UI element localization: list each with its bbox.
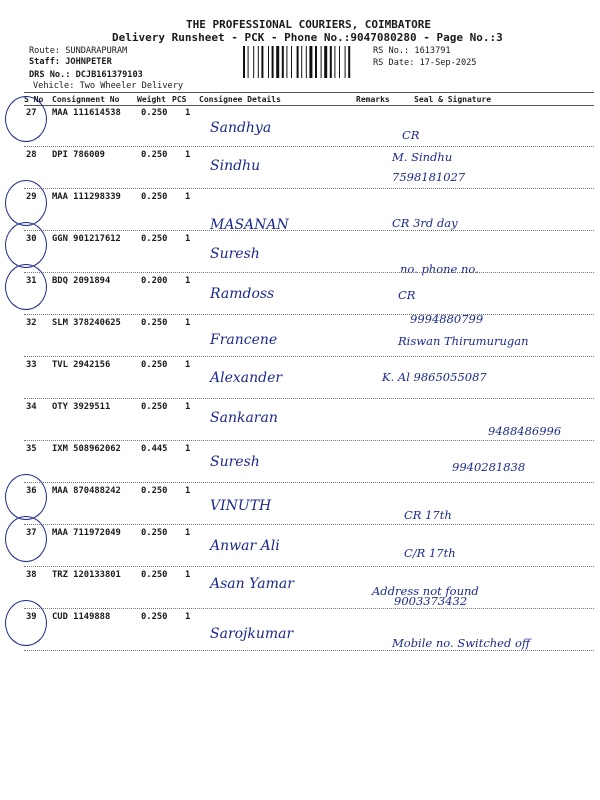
row-divider bbox=[24, 314, 594, 315]
header-bottom-rule bbox=[24, 105, 594, 106]
weight-value: 0.250 bbox=[141, 402, 168, 412]
pen-circle-mark bbox=[5, 264, 47, 310]
row-divider bbox=[24, 398, 594, 399]
consignment-number: MAA 870488242 bbox=[52, 486, 121, 496]
row-divider bbox=[24, 146, 594, 147]
signature-text: CR bbox=[398, 288, 416, 302]
signature-text: CR 17th bbox=[404, 508, 452, 522]
signature-text: CR 3rd day bbox=[392, 216, 458, 230]
staff-label: Staff: JOHNPETER bbox=[29, 57, 112, 67]
pieces-count: 1 bbox=[185, 276, 191, 286]
consignee-name: Alexander bbox=[210, 370, 283, 386]
signature-text: M. Sindhu bbox=[392, 150, 453, 164]
weight-value: 0.250 bbox=[141, 150, 168, 160]
barcode-bar bbox=[330, 46, 332, 78]
barcode-bar bbox=[253, 46, 254, 78]
serial-number: 39 bbox=[26, 612, 37, 622]
consignment-number: IXM 508962062 bbox=[52, 444, 121, 454]
serial-number: 35 bbox=[26, 444, 37, 454]
row-divider bbox=[24, 482, 594, 483]
row-divider bbox=[24, 188, 594, 189]
serial-number: 28 bbox=[26, 150, 37, 160]
weight-value: 0.250 bbox=[141, 360, 168, 370]
rs-date: RS Date: 17-Sep-2025 bbox=[373, 58, 477, 68]
col-consignment: Consignment No bbox=[52, 95, 120, 104]
pen-circle-mark bbox=[5, 474, 47, 520]
weight-value: 0.250 bbox=[141, 486, 168, 496]
row-divider bbox=[24, 524, 594, 525]
row-divider bbox=[24, 650, 594, 651]
weight-value: 0.250 bbox=[141, 108, 168, 118]
weight-value: 0.250 bbox=[141, 234, 168, 244]
barcode-bar bbox=[291, 46, 292, 78]
signature-text: C/R 17th bbox=[404, 546, 456, 560]
serial-number: 31 bbox=[26, 276, 37, 286]
barcode-bar bbox=[334, 46, 335, 78]
pen-circle-mark bbox=[5, 600, 47, 646]
barcode-bar bbox=[276, 46, 279, 78]
row-divider bbox=[24, 440, 594, 441]
barcode-bar bbox=[309, 46, 312, 78]
weight-value: 0.250 bbox=[141, 192, 168, 202]
weight-value: 0.250 bbox=[141, 612, 168, 622]
consignee-name: MASANAN bbox=[210, 217, 289, 233]
header-top-rule bbox=[24, 92, 594, 93]
serial-number: 37 bbox=[26, 528, 37, 538]
consignee-name: Francene bbox=[210, 332, 278, 348]
weight-value: 0.250 bbox=[141, 570, 168, 580]
weight-value: 0.445 bbox=[141, 444, 168, 454]
row-divider bbox=[24, 272, 594, 273]
consignee-name: Sarojkumar bbox=[210, 626, 294, 642]
signature-text: 9488486996 bbox=[488, 424, 562, 438]
pieces-count: 1 bbox=[185, 192, 191, 202]
serial-number: 33 bbox=[26, 360, 37, 370]
pieces-count: 1 bbox=[185, 360, 191, 370]
weight-value: 0.200 bbox=[141, 276, 168, 286]
consignment-number: CUD 1149888 bbox=[52, 612, 111, 622]
pen-circle-mark bbox=[5, 180, 47, 226]
col-consignee: Consignee Details bbox=[199, 95, 281, 104]
signature-subtext: 9003373432 bbox=[394, 594, 468, 608]
signature-subtext: Riswan Thirumurugan bbox=[398, 334, 529, 348]
pieces-count: 1 bbox=[185, 150, 191, 160]
consignment-number: TRZ 120133801 bbox=[52, 570, 121, 580]
signature-text: no. phone no. bbox=[400, 262, 479, 276]
serial-number: 36 bbox=[26, 486, 37, 496]
barcode-bar bbox=[286, 46, 287, 78]
barcode-bar bbox=[261, 46, 263, 78]
signature-text: K. Al 9865055087 bbox=[382, 370, 487, 384]
row-divider bbox=[24, 608, 594, 609]
pieces-count: 1 bbox=[185, 486, 191, 496]
consignee-name: Sandhya bbox=[210, 120, 272, 136]
consignment-number: SLM 378240625 bbox=[52, 318, 121, 328]
barcode-bar bbox=[306, 46, 307, 78]
serial-number: 32 bbox=[26, 318, 37, 328]
consignee-name: Suresh bbox=[210, 246, 260, 262]
consignment-number: BDQ 2091894 bbox=[52, 276, 111, 286]
rs-number: RS No.: 1613791 bbox=[373, 46, 451, 56]
pieces-count: 1 bbox=[185, 108, 191, 118]
signature-text: 9994880799 bbox=[410, 312, 484, 326]
pieces-count: 1 bbox=[185, 570, 191, 580]
consignment-number: OTY 3929511 bbox=[52, 402, 111, 412]
barcode-bar bbox=[339, 46, 340, 78]
col-sno: S No bbox=[24, 95, 44, 104]
route-label: Route: SUNDARAPURAM bbox=[29, 46, 128, 56]
consignee-name: Suresh bbox=[210, 454, 260, 470]
consignee-name: VINUTH bbox=[210, 498, 272, 514]
barcode-bar bbox=[282, 46, 284, 78]
pieces-count: 1 bbox=[185, 528, 191, 538]
barcode-bar bbox=[258, 46, 259, 78]
col-remarks: Remarks bbox=[356, 95, 390, 104]
barcode-bar bbox=[348, 46, 350, 78]
consignment-number: TVL 2942156 bbox=[52, 360, 111, 370]
barcode-bar bbox=[243, 46, 245, 78]
serial-number: 27 bbox=[26, 108, 37, 118]
barcode-bar bbox=[297, 46, 299, 78]
col-weight: Weight bbox=[137, 95, 166, 104]
barcode-bar bbox=[248, 46, 249, 78]
weight-value: 0.250 bbox=[141, 318, 168, 328]
row-divider bbox=[24, 230, 594, 231]
weight-value: 0.250 bbox=[141, 528, 168, 538]
consignment-number: MAA 111298339 bbox=[52, 192, 121, 202]
drs-number: DRS No.: DCJB161379103 bbox=[29, 70, 143, 80]
barcode-bar bbox=[321, 46, 322, 78]
consignment-number: DPI 786009 bbox=[52, 150, 105, 160]
barcode-bar bbox=[315, 46, 317, 78]
company-title: THE PROFESSIONAL COURIERS, COIMBATORE bbox=[186, 18, 432, 31]
barcode-bar bbox=[324, 46, 327, 78]
pen-circle-mark bbox=[5, 516, 47, 562]
serial-number: 30 bbox=[26, 234, 37, 244]
pieces-count: 1 bbox=[185, 402, 191, 412]
consignment-number: GGN 901217612 bbox=[52, 234, 121, 244]
serial-number: 29 bbox=[26, 192, 37, 202]
consignee-name: Anwar Ali bbox=[210, 538, 280, 554]
pieces-count: 1 bbox=[185, 444, 191, 454]
runsheet-subtitle: Delivery Runsheet - PCK - Phone No.:9047080280 - Page No.:3 bbox=[112, 31, 503, 44]
pen-circle-mark bbox=[5, 96, 47, 142]
consignee-name: Asan Yamar bbox=[210, 576, 294, 592]
consignment-number: MAA 111614538 bbox=[52, 108, 121, 118]
consignee-name: Sindhu bbox=[210, 158, 261, 174]
pen-circle-mark bbox=[5, 222, 47, 268]
barcode-bar bbox=[272, 46, 274, 78]
barcode-bar bbox=[301, 46, 302, 78]
signature-text: CR bbox=[402, 128, 420, 142]
row-divider bbox=[24, 566, 594, 567]
col-seal: Seal & Signature bbox=[414, 95, 492, 104]
col-pcs: PCS bbox=[172, 95, 187, 104]
signature-text: Address not found bbox=[372, 584, 479, 598]
pieces-count: 1 bbox=[185, 318, 191, 328]
consignee-name: Ramdoss bbox=[210, 286, 275, 302]
signature-text: 9940281838 bbox=[452, 460, 526, 474]
barcode-bar bbox=[345, 46, 346, 78]
serial-number: 34 bbox=[26, 402, 37, 412]
barcode-image bbox=[242, 46, 370, 78]
row-divider bbox=[24, 356, 594, 357]
pieces-count: 1 bbox=[185, 612, 191, 622]
signature-subtext: 7598181027 bbox=[392, 170, 466, 184]
signature-text: Mobile no. Switched off bbox=[392, 636, 531, 650]
serial-number: 38 bbox=[26, 570, 37, 580]
vehicle-label: Vehicle: Two Wheeler Delivery bbox=[33, 81, 184, 91]
barcode-bar bbox=[268, 46, 269, 78]
consignee-name: Sankaran bbox=[210, 410, 278, 426]
pieces-count: 1 bbox=[185, 234, 191, 244]
consignment-number: MAA 711972049 bbox=[52, 528, 121, 538]
